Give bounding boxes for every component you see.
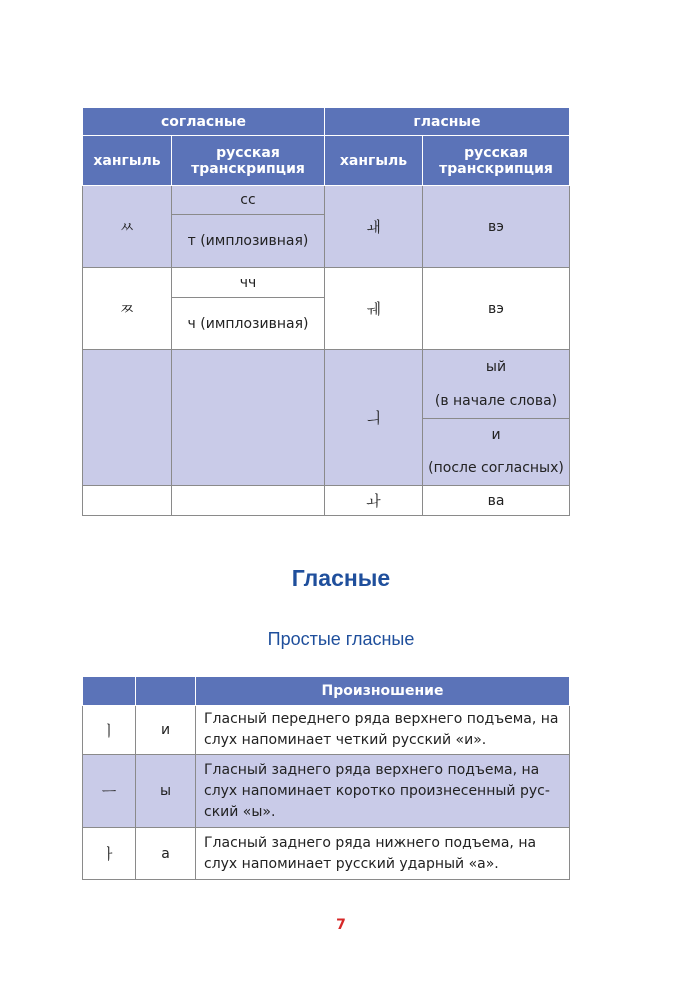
hangul-cell: ㅙ: [325, 186, 423, 268]
sound-cell: ы: [136, 755, 196, 828]
hangul-cell: ㅞ: [325, 268, 423, 350]
sound-cell: а: [136, 828, 196, 880]
description-cell: Гласный переднего ряда верхнего подъема, на слух напоминает четкий русский «и».: [196, 706, 570, 755]
header-empty: [83, 677, 136, 706]
transcription-note: (в начале слова): [434, 393, 558, 409]
hangul-cell: ㅘ: [325, 486, 423, 516]
transcription-cell: [423, 419, 570, 486]
header-transcription: русская транскрипция: [423, 136, 570, 186]
header-transcription: русская транскрипция: [172, 136, 325, 186]
header-hangul: хангыль: [325, 136, 423, 186]
transcription-cell: вэ: [423, 268, 570, 350]
empty-cell: [172, 486, 325, 516]
hangul-cell: ㅆ: [83, 186, 172, 268]
section-subtitle: Простые гласные: [267, 629, 415, 649]
header-empty: [136, 677, 196, 706]
header-consonants: согласные: [83, 108, 325, 136]
transcription-line: и: [491, 427, 501, 443]
transcription-cell: сс: [172, 186, 325, 215]
sound-cell: и: [136, 706, 196, 755]
transcription-cell: ч (имплозивная): [172, 298, 325, 350]
transcription-cell: [423, 350, 570, 419]
hangul-cell: ㅢ: [325, 350, 423, 486]
header-hangul: хангыль: [83, 136, 172, 186]
transcription-cell: чч: [172, 268, 325, 298]
transcription-cell: вэ: [423, 186, 570, 268]
transcription-cell: ва: [423, 486, 570, 516]
header-vowels: гласные: [325, 108, 570, 136]
header-pronunciation: Произношение: [196, 677, 570, 706]
hangul-cell: ㅉ: [83, 268, 172, 350]
description-cell: Гласный заднего ряда верхнего подъема, на слух напоминает коротко произнесенный рус-ский «ы».: [196, 755, 570, 828]
simple-vowels-table: [82, 676, 570, 880]
section-title: Гласные: [291, 565, 391, 591]
transcription-line: ый: [485, 359, 507, 375]
transcription-note: (после согласных): [428, 460, 564, 476]
description-cell: Гласный заднего ряда нижнего подъема, на слух напоминает русский ударный «а».: [196, 828, 570, 880]
empty-cell: [83, 486, 172, 516]
empty-cell: [172, 350, 325, 486]
hangul-cell: ㅏ: [83, 828, 136, 880]
hangul-cell: ㅣ: [83, 706, 136, 755]
transcription-cell: т (имплозивная): [172, 215, 325, 268]
hangul-cell: ㅡ: [83, 755, 136, 828]
page-number: 7: [336, 917, 346, 933]
consonant-vowel-table: [82, 107, 570, 516]
empty-cell: [83, 350, 172, 486]
